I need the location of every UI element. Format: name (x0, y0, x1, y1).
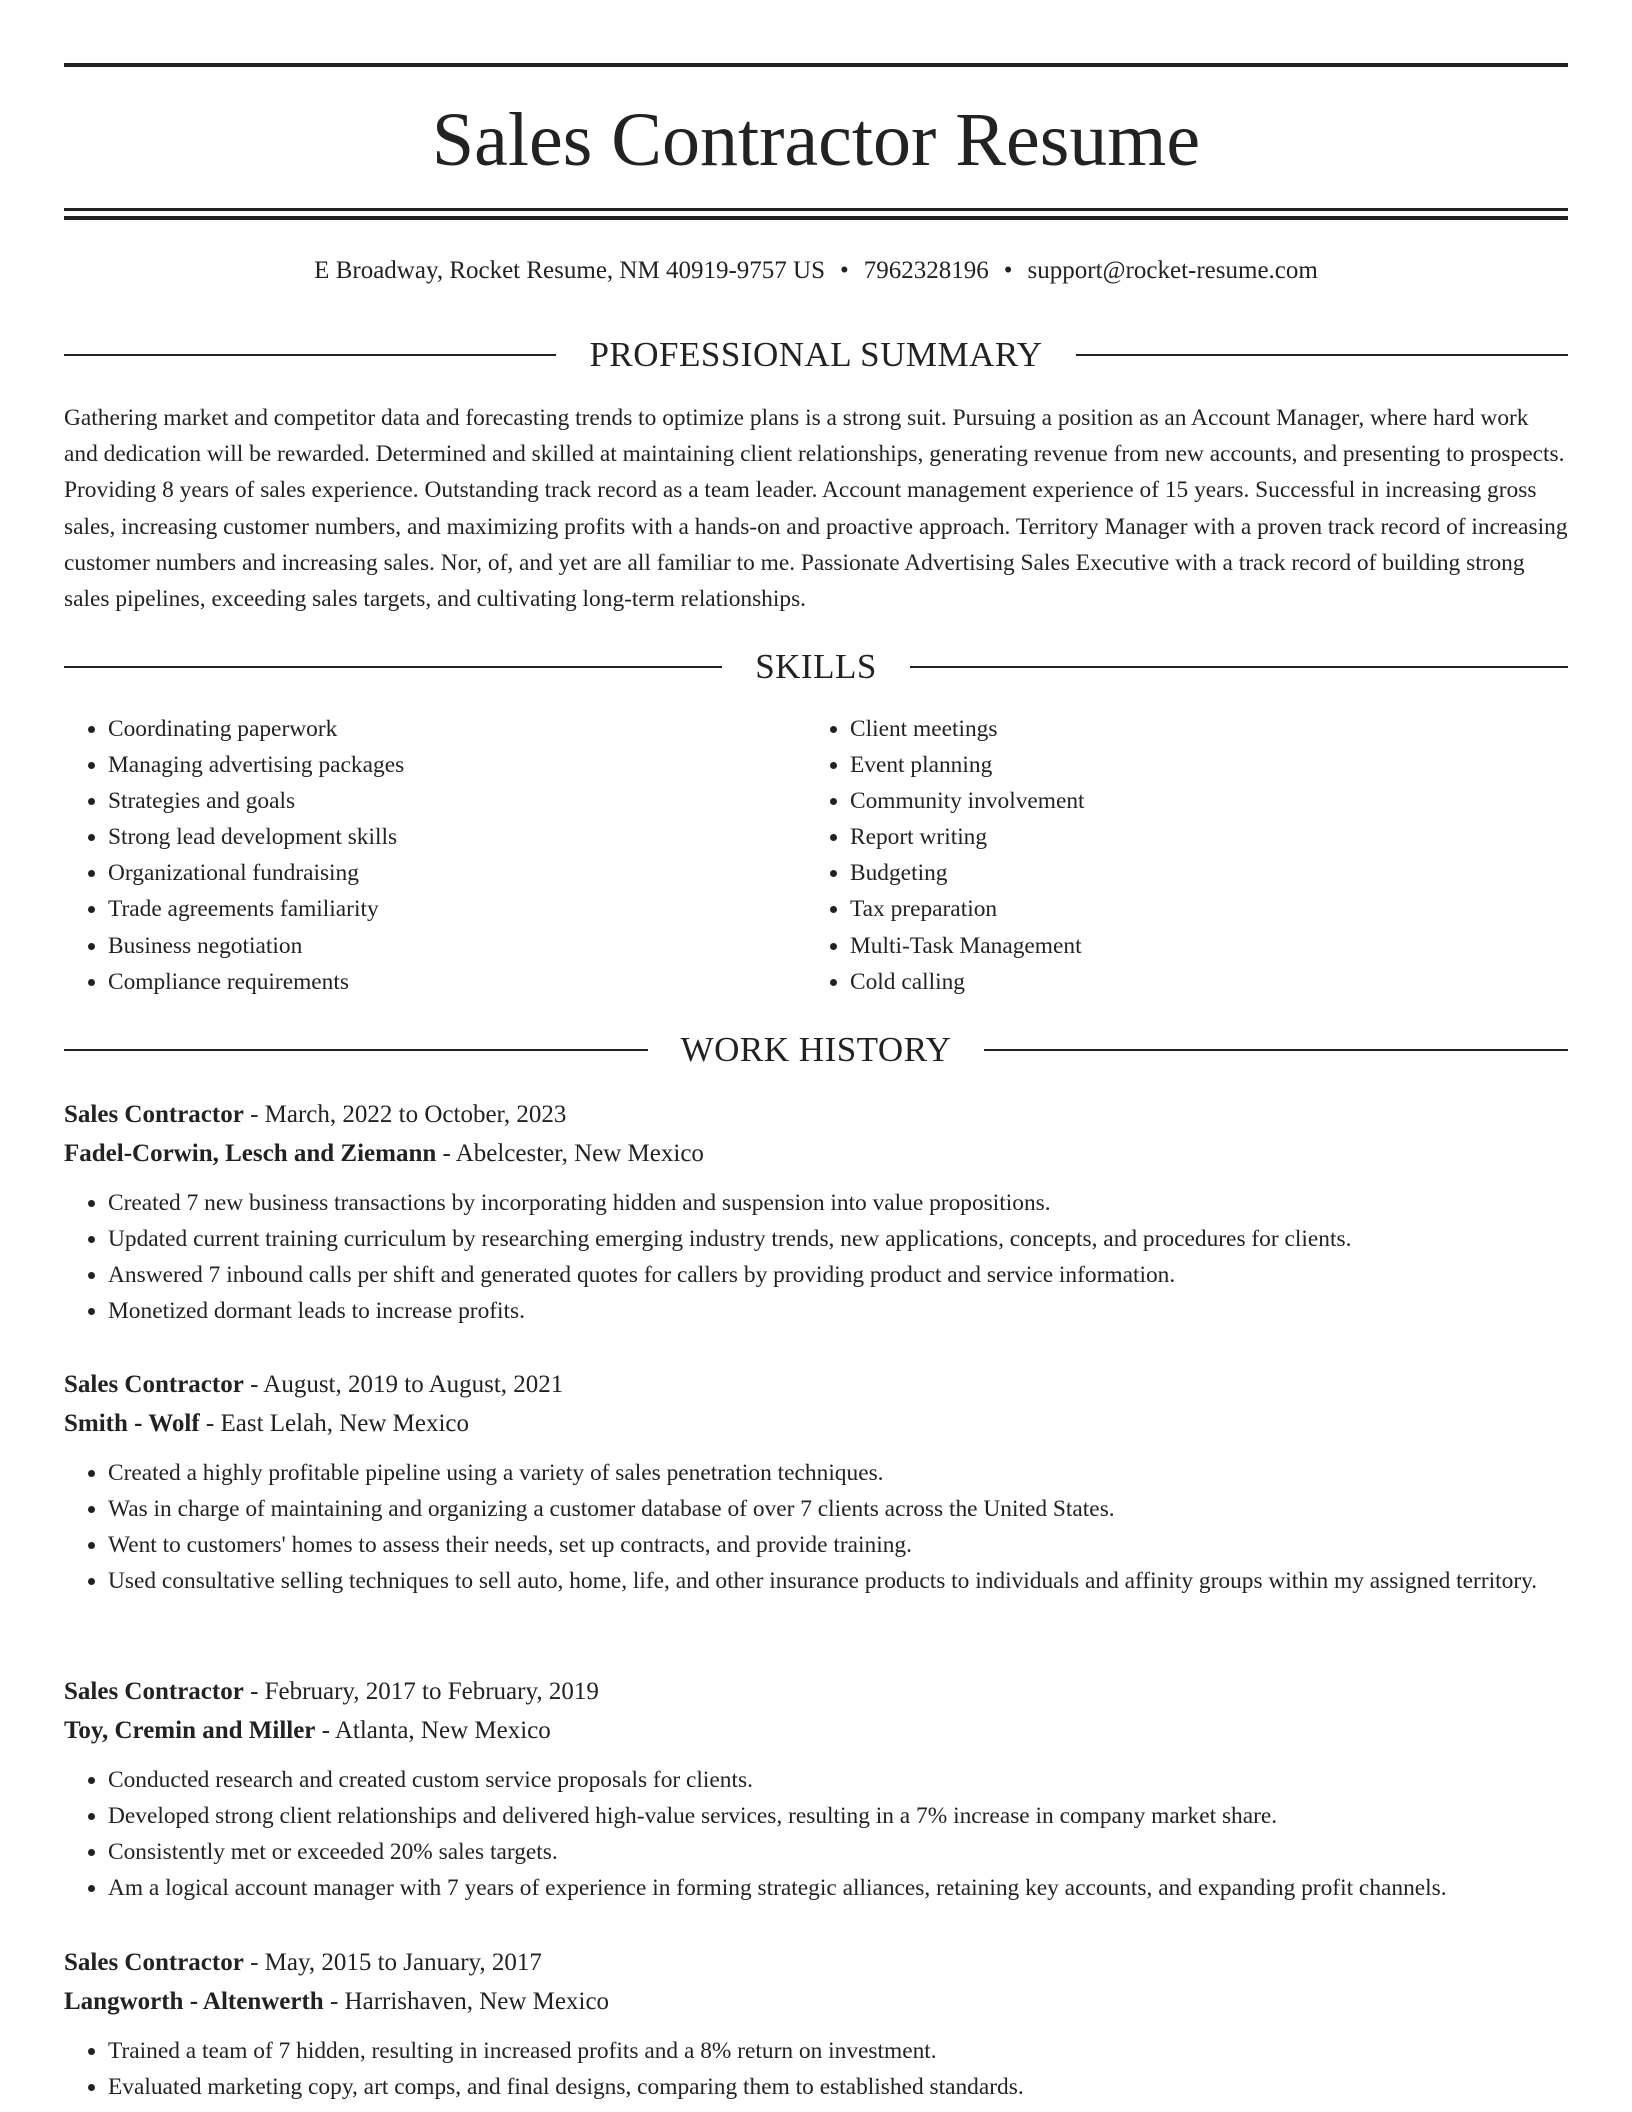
job-title-line (64, 1365, 1568, 1404)
job-bullets (64, 2033, 1568, 2105)
job-role: Sales Contractor (64, 1678, 244, 1705)
job-dates: - August, 2019 to August, 2021 (243, 1371, 564, 1398)
header-double-rule-upper (64, 208, 1568, 211)
job-title-line (64, 1672, 1568, 1711)
job-dates: - March, 2022 to October, 2023 (243, 1101, 567, 1128)
job-location: - Harrishaven, New Mexico (323, 1988, 610, 2015)
heading-rule-right (984, 1049, 1568, 1051)
job-bullet: • Used consultative selling techniques to sell auto, home, life, and other insurance products to individuals and affinity groups within my assigned territory. (108, 1563, 1568, 1599)
header-double-rule-lower (64, 216, 1568, 220)
skills-section-heading (64, 645, 1568, 689)
summary-section-heading (64, 333, 1568, 377)
job-location: - Atlanta, New Mexico (315, 1717, 551, 1744)
job-bullet: • Am a logical account manager with 7 years of experience in forming strategic alliances, retaining key accounts, and expanding profit channels. (108, 1870, 1568, 1906)
job-bullet: • Created 7 new business transactions by incorporating hidden and suspension into value propositions. (108, 1185, 1568, 1221)
heading-rule-right (1076, 354, 1568, 356)
job-title-line (64, 1943, 1568, 1982)
job-entry (64, 1672, 1568, 1906)
heading-rule-left (64, 354, 556, 356)
job-dates: - February, 2017 to February, 2019 (243, 1678, 599, 1705)
contact-phone: 7962328196 (863, 257, 989, 284)
skill-item: • Report writing (850, 819, 1548, 855)
job-bullet: • Consistently met or exceeded 20% sales targets. (108, 1834, 1568, 1870)
skill-item: • Cold calling (850, 964, 1548, 1000)
job-location: - Abelcester, New Mexico (436, 1140, 704, 1167)
job-dates: - May, 2015 to January, 2017 (243, 1949, 542, 1976)
job-company: Fadel-Corwin, Lesch and Ziemann (64, 1140, 437, 1167)
job-role: Sales Contractor (64, 1949, 244, 1976)
job-company: Langworth - Altenwerth (64, 1988, 324, 2015)
job-bullet: • Created a highly profitable pipeline using a variety of sales penetration techniques. (108, 1455, 1568, 1491)
skills-heading: SKILLS (755, 647, 877, 686)
heading-rule-left (64, 1049, 648, 1051)
skills-column-right (806, 711, 1548, 1000)
job-bullet: • Trained a team of 7 hidden, resulting in increased profits and a 8% return on investment. (108, 2033, 1568, 2069)
job-bullet: • Developed strong client relationships and delivered high-value services, resulting in a 7% increase in company market share. (108, 1798, 1568, 1834)
skill-item: • Coordinating paperwork (108, 711, 806, 747)
job-company: Toy, Cremin and Miller (64, 1717, 316, 1744)
contact-email: support@rocket-resume.com (1027, 257, 1318, 284)
job-bullet: • Conducted research and created custom service proposals for clients. (108, 1762, 1568, 1798)
job-bullet: • Went to customers' homes to assess their needs, set up contracts, and provide training. (108, 1527, 1568, 1563)
contact-line (64, 255, 1568, 287)
header-top-rule (64, 63, 1568, 67)
job-bullets (64, 1185, 1568, 1329)
job-bullet: • Answered 7 inbound calls per shift and generated quotes for callers by providing product and service information. (108, 1257, 1568, 1293)
job-bullet: • Updated current training curriculum by researching emerging industry trends, new applications, concepts, and procedures for clients. (108, 1221, 1568, 1257)
skills-column-left (64, 711, 806, 1000)
heading-rule-left (64, 666, 722, 668)
job-bullet: • Evaluated marketing copy, art comps, and final designs, comparing them to established standards. (108, 2069, 1568, 2105)
skill-item: • Budgeting (850, 855, 1548, 891)
skill-item: • Multi-Task Management (850, 928, 1548, 964)
summary-text: Gathering market and competitor data and forecasting trends to optimize plans is a strong suit. Pursuing a position as an Account Manager, where hard work and dedication will be rewarded. Determined and skilled at maintaining client relationships, generating revenue from new accounts, and presenting to prospects. Providing 8 years of sales experience. Outstanding track record as a team leader. Account management experience of 15 years. Successful in increasing gross sales, increasing customer numbers, and maximizing profits with a hands-on and proactive approach. Territory Manager with a proven track record of increasing customer numbers and increasing sales. Nor, of, and yet are all familiar to me. Passionate Advertising Sales Executive with a track record of building strong sales pipelines, exceeding sales targets, and cultivating long-term relationships. (64, 405, 1568, 613)
job-title-line (64, 1095, 1568, 1134)
skill-item: • Strong lead development skills (108, 819, 806, 855)
skill-item: • Compliance requirements (108, 964, 806, 1000)
job-role: Sales Contractor (64, 1371, 244, 1398)
job-bullets (64, 1455, 1568, 1599)
skill-item: • Trade agreements familiarity (108, 891, 806, 927)
job-entry (64, 1095, 1568, 1329)
job-bullet: • Monetized dormant leads to increase profits. (108, 1293, 1568, 1329)
contact-separator: • (1003, 257, 1013, 284)
page-title: Sales Contractor Resume (431, 98, 1201, 182)
skill-item: • Community involvement (850, 783, 1548, 819)
job-bullets (64, 1762, 1568, 1906)
work-section-heading (64, 1028, 1568, 1072)
job-location: - East Lelah, New Mexico (199, 1410, 470, 1437)
job-company-line (64, 1134, 1568, 1173)
skills-list (64, 711, 1568, 1000)
skill-item: • Managing advertising packages (108, 747, 806, 783)
work-heading: WORK HISTORY (680, 1030, 952, 1069)
job-company-line (64, 1404, 1568, 1443)
job-bullet: • Was in charge of maintaining and organizing a customer database of over 7 clients across the United States. (108, 1491, 1568, 1527)
job-company-line (64, 1982, 1568, 2021)
contact-address: E Broadway, Rocket Resume, NM 40919-9757 US (314, 257, 825, 284)
skill-item: • Tax preparation (850, 891, 1548, 927)
contact-separator: • (840, 257, 849, 284)
skill-item: • Event planning (850, 747, 1548, 783)
summary-heading: PROFESSIONAL SUMMARY (589, 335, 1043, 374)
skill-item: • Strategies and goals (108, 783, 806, 819)
skill-item: • Organizational fundraising (108, 855, 806, 891)
skill-item: • Client meetings (850, 711, 1548, 747)
job-entry (64, 1365, 1568, 1599)
job-entry (64, 1943, 1568, 2105)
skill-item: • Business negotiation (108, 928, 806, 964)
job-role: Sales Contractor (64, 1101, 244, 1128)
job-company-line (64, 1711, 1568, 1750)
job-company: Smith - Wolf (64, 1410, 200, 1437)
heading-rule-right (910, 666, 1568, 668)
